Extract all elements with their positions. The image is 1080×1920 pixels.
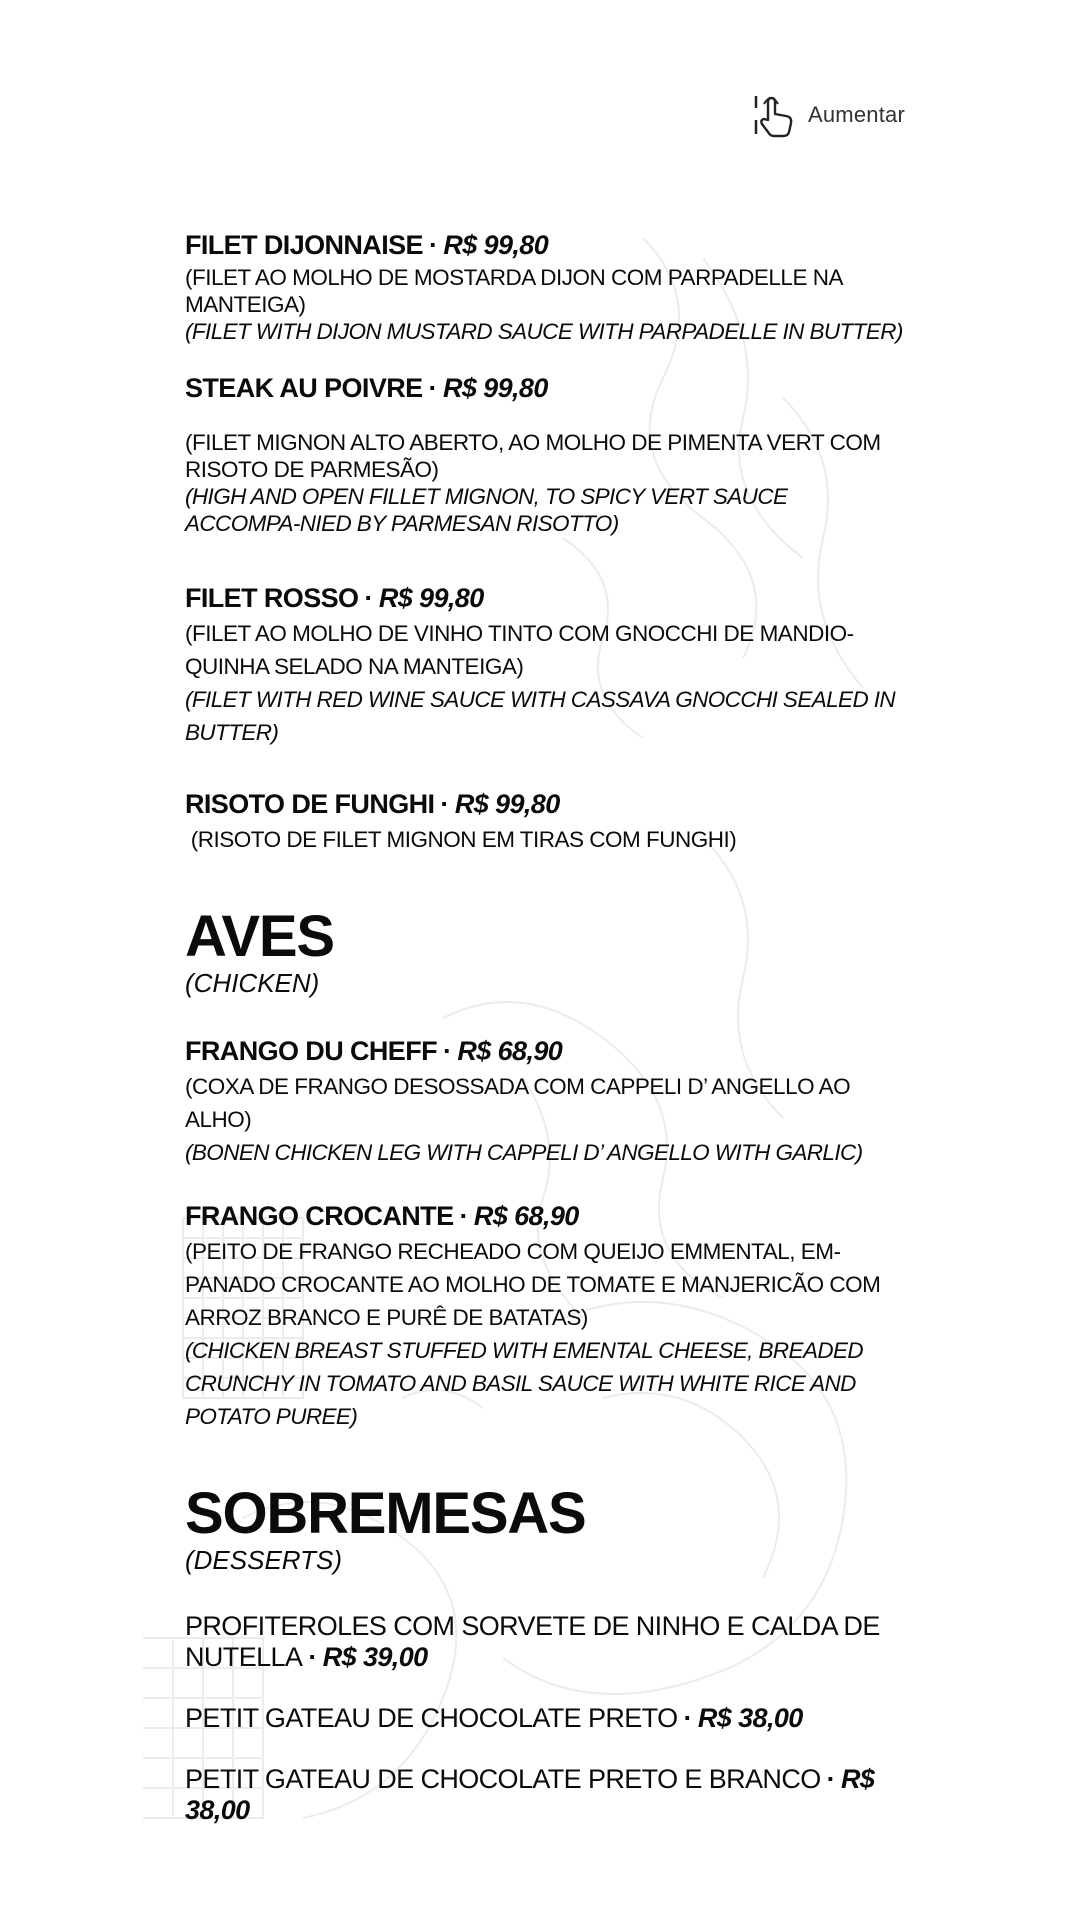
- price-separator: ·: [428, 373, 437, 403]
- zoom-button[interactable]: [752, 86, 905, 144]
- dish-description-en: (FILET WITH DIJON MUSTARD SAUCE WITH PARPADELLE IN BUTTER): [185, 319, 903, 344]
- dish-price: R$ 68,90: [473, 1201, 579, 1231]
- dish-description-pt: (PEITO DE FRANGO RECHEADO COM QUEIJO EMMENTAL, EM-PANADO CROCANTE AO MOLHO DE TOMATE E MANJERICÃO COM ARROZ BRANCO E PURÊ DE BATATAS): [185, 1239, 881, 1330]
- tap-zoom-icon: [752, 90, 796, 140]
- section-subtitle: (DESSERTS): [185, 1545, 342, 1575]
- dish-price: R$ 99,80: [454, 789, 560, 819]
- dish-description-en: (HIGH AND OPEN FILLET MIGNON, TO SPICY VERT SAUCE ACCOMPA-NIED BY PARMESAN RISOTTO): [185, 484, 788, 536]
- menu-item: [185, 1199, 905, 1433]
- menu-item: [185, 581, 905, 749]
- menu-item: [185, 787, 905, 856]
- section-title: SOBREMESAS: [185, 1481, 586, 1546]
- menu-content: [185, 228, 905, 1843]
- dessert-price: R$ 38,00: [697, 1703, 803, 1733]
- price-separator: ·: [683, 1703, 692, 1733]
- dish-name: FILET DIJONNAISE: [185, 230, 423, 260]
- dish-name: STEAK AU POIVRE: [185, 373, 423, 403]
- section-aves: [185, 904, 905, 998]
- menu-item: [185, 371, 905, 537]
- section-title: AVES: [185, 904, 334, 969]
- menu-item: [185, 1034, 905, 1169]
- section-subtitle: (CHICKEN): [185, 968, 320, 998]
- section-sobremesas: [185, 1481, 905, 1575]
- price-separator: ·: [440, 789, 449, 819]
- dish-name: FRANGO DU CHEFF: [185, 1036, 437, 1066]
- dessert-name: PETIT GATEAU DE CHOCOLATE PRETO E BRANCO: [185, 1764, 821, 1794]
- price-separator: ·: [826, 1764, 836, 1794]
- menu-item: [185, 228, 905, 345]
- dessert-name: PROFITEROLES COM SORVETE DE NINHO E CALDA DE NUTELLA: [185, 1611, 880, 1672]
- dish-description-en: (FILET WITH RED WINE SAUCE WITH CASSAVA GNOCCHI SEALED IN BUTTER): [185, 687, 896, 745]
- price-separator: ·: [428, 230, 438, 260]
- dish-description-pt: (FILET AO MOLHO DE VINHO TINTO COM GNOCCHI DE MANDIO-QUINHA SELADO NA MANTEIGA): [185, 621, 854, 679]
- dish-name: FRANGO CROCANTE: [185, 1201, 454, 1231]
- zoom-label: Aumentar: [808, 102, 905, 127]
- dessert-price: R$ 39,00: [322, 1642, 428, 1672]
- dessert-name: PETIT GATEAU DE CHOCOLATE PRETO: [185, 1703, 678, 1733]
- price-separator: ·: [459, 1201, 468, 1231]
- dessert-price: R$ 38,00: [185, 1764, 875, 1825]
- price-separator: ·: [308, 1642, 317, 1672]
- dish-price: R$ 99,80: [378, 583, 484, 613]
- dish-name: RISOTO DE FUNGHI: [185, 789, 435, 819]
- dish-description-en: (CHICKEN BREAST STUFFED WITH EMENTAL CHEESE, BREADED CRUNCHY IN TOMATO AND BASIL SAUCE WITH WHITE RICE AND POTATO PUREE): [185, 1338, 864, 1429]
- dish-price: R$ 99,80: [442, 373, 548, 403]
- dessert-item: [185, 1611, 905, 1673]
- dish-description-pt: (FILET AO MOLHO DE MOSTARDA DIJON COM PARPADELLE NA MANTEIGA): [185, 265, 842, 317]
- dish-price: R$ 99,80: [443, 230, 549, 260]
- price-separator: ·: [364, 583, 373, 613]
- dish-description-pt: (FILET MIGNON ALTO ABERTO, AO MOLHO DE PIMENTA VERT COM RISOTO DE PARMESÃO): [185, 430, 881, 482]
- price-separator: ·: [442, 1036, 452, 1066]
- dish-name: FILET ROSSO: [185, 583, 359, 613]
- dish-description-en: (BONEN CHICKEN LEG WITH CAPPELI D’ ANGELLO WITH GARLIC): [185, 1140, 863, 1165]
- dessert-item: [185, 1764, 905, 1826]
- dish-description-pt: (RISOTO DE FILET MIGNON EM TIRAS COM FUNGHI): [185, 827, 737, 852]
- dessert-item: [185, 1703, 905, 1734]
- dish-description-pt: (COXA DE FRANGO DESOSSADA COM CAPPELI D’ ANGELLO AO ALHO): [185, 1074, 851, 1132]
- menu-page: [143, 218, 913, 1843]
- dish-price: R$ 68,90: [457, 1036, 563, 1066]
